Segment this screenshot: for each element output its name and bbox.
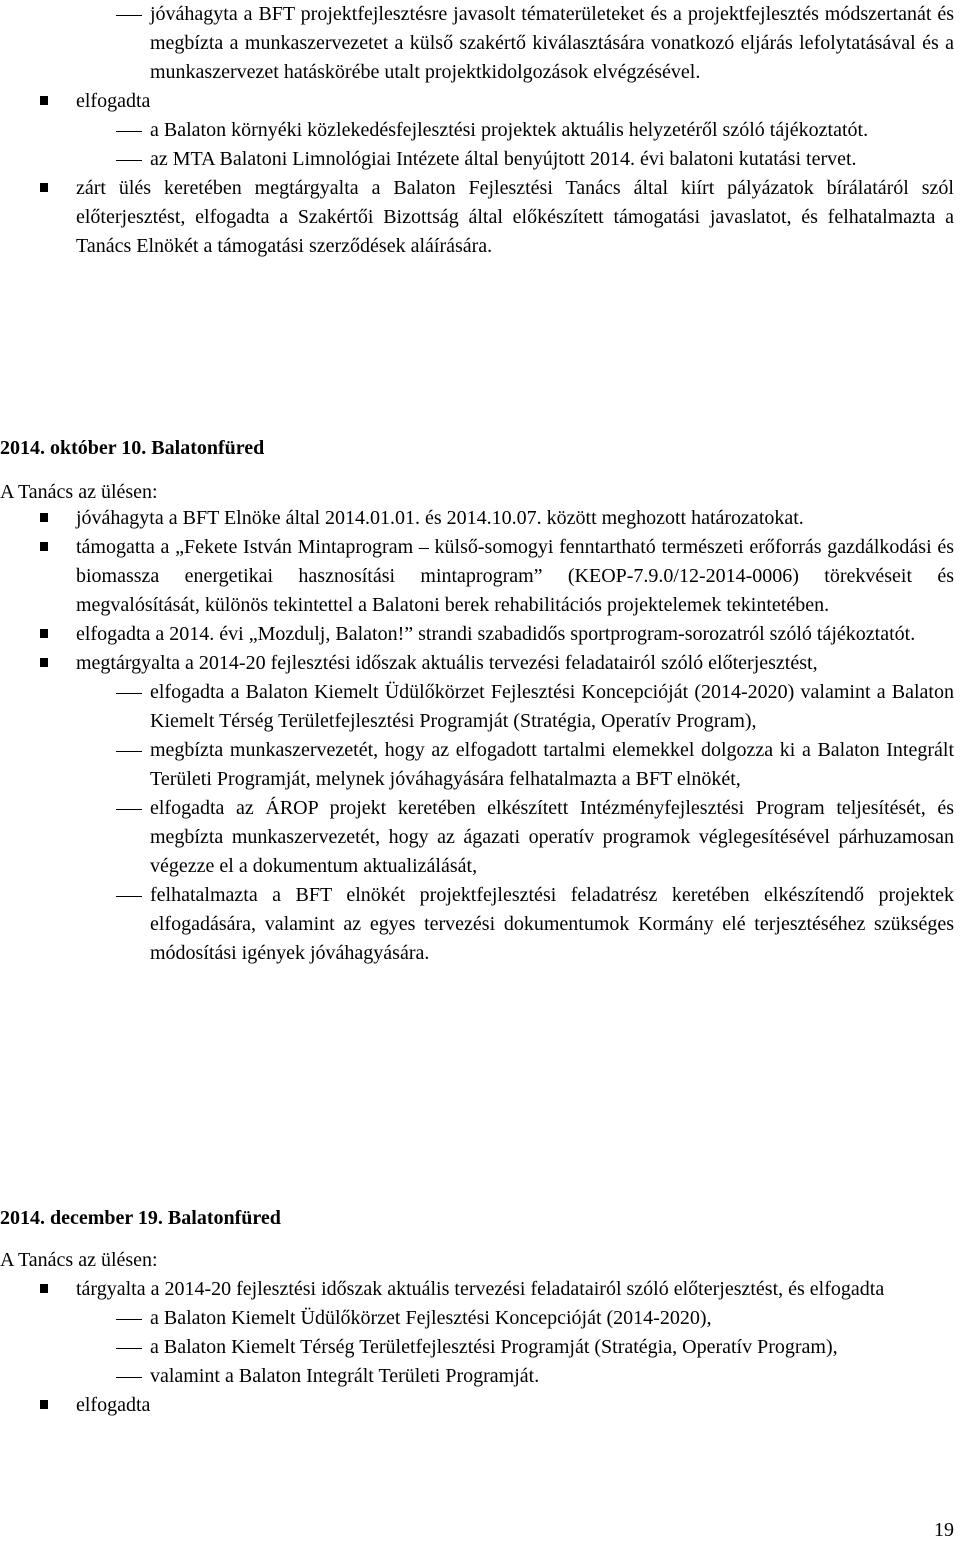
list-item: elfogadta — [0, 87, 960, 116]
list-item: elfogadta az ÁROP projekt keretében elkészített Intézményfejlesztési Program teljesítését, és megbízta munkaszervezetét, hogy az ágazati operatív programok véglegesítésével párhuzamosan végezze el a dokumentum aktualizálását, — [0, 794, 960, 881]
list-item: elfogadta a Balaton Kiemelt Üdülőkörzet Fejlesztési Koncepcióját (2014-2020) valamint a Balaton Kiemelt Térség Területfejlesztési Programját (Stratégia, Operatív Program), — [0, 678, 960, 736]
december-list — [0, 1275, 960, 1420]
list-item: megbízta munkaszervezetét, hogy az elfogadott tartalmi elemekkel dolgozza ki a Balaton Integrált Területi Programját, melynek jóváhagyására felhatalmazta a BFT elnökét, — [0, 736, 960, 794]
list-item: felhatalmazta a BFT elnökét projektfejlesztési feladatrész keretében elkészítendő projektek elfogadására, valamint az egyes tervezési dokumentumok Kormány elé terjesztéséhez szükséges módosítási igények jóváhagyására. — [0, 881, 960, 968]
list-item: megtárgyalta a 2014-20 fejlesztési időszak aktuális tervezési feladatairól szóló előterjesztést, — [0, 649, 960, 678]
list-item: jóváhagyta a BFT Elnöke által 2014.01.01. és 2014.10.07. között meghozott határozatokat. — [0, 504, 960, 533]
list-item: a Balaton Kiemelt Térség Területfejlesztési Programját (Stratégia, Operatív Program), — [0, 1333, 960, 1362]
list-item: tárgyalta a 2014-20 fejlesztési időszak aktuális tervezési feladatairól szóló előterjesztést, és elfogadta — [0, 1275, 960, 1304]
page-number: 19 — [934, 1519, 954, 1541]
list-item: elfogadta a 2014. évi „Mozdulj, Balaton!” strandi szabadidős sportprogram-sorozatról szóló tájékoztatót. — [0, 620, 960, 649]
list-item: zárt ülés keretében megtárgyalta a Balaton Fejlesztési Tanács által kiírt pályázatok bírálatáról szól előterjesztést, elfogadta a Szakértői Bizottság által előkészített támogatási javaslatot, és felhatalmazta a Tanács Elnökét a támogatási szerződések aláírására. — [0, 174, 960, 261]
list-item: a Balaton környéki közlekedésfejlesztési projektek aktuális helyzetéről szóló tájékoztatót. — [0, 116, 960, 145]
list-item: valamint a Balaton Integrált Területi Programját. — [0, 1362, 960, 1391]
continued-list — [0, 0, 960, 261]
list-item: támogatta a „Fekete István Mintaprogram – külső-somogyi fenntartható természeti erőforrás gazdálkodási és biomassza energetikai hasznosítási mintaprogram” (KEOP-7.9.0/12-2014-0006) törekvéseit és megvalósítását, különös tekintettel a Balatoni berek rehabilitációs projektelemek tekintetében. — [0, 533, 960, 620]
list-item: elfogadta — [0, 1391, 960, 1420]
section-intro: A Tanács az ülésen: — [0, 1249, 158, 1271]
list-item: az MTA Balatoni Limnológiai Intézete által benyújtott 2014. évi balatoni kutatási tervet. — [0, 145, 960, 174]
list-item: jóváhagyta a BFT projektfejlesztésre javasolt tématerületeket és a projektfejlesztés módszertanát és megbízta a munkaszervezetet a külső szakértő kiválasztására vonatkozó eljárás lefolytatásával és a munkaszervezet hatáskörébe utalt projektkidolgozások elvégzésével. — [0, 0, 960, 87]
section-heading-december: 2014. december 19. Balatonfüred — [0, 1207, 281, 1229]
section-intro: A Tanács az ülésen: — [0, 481, 158, 503]
october-list — [0, 504, 960, 968]
section-heading-october: 2014. október 10. Balatonfüred — [0, 437, 265, 459]
list-item: a Balaton Kiemelt Üdülőkörzet Fejlesztési Koncepcióját (2014-2020), — [0, 1304, 960, 1333]
